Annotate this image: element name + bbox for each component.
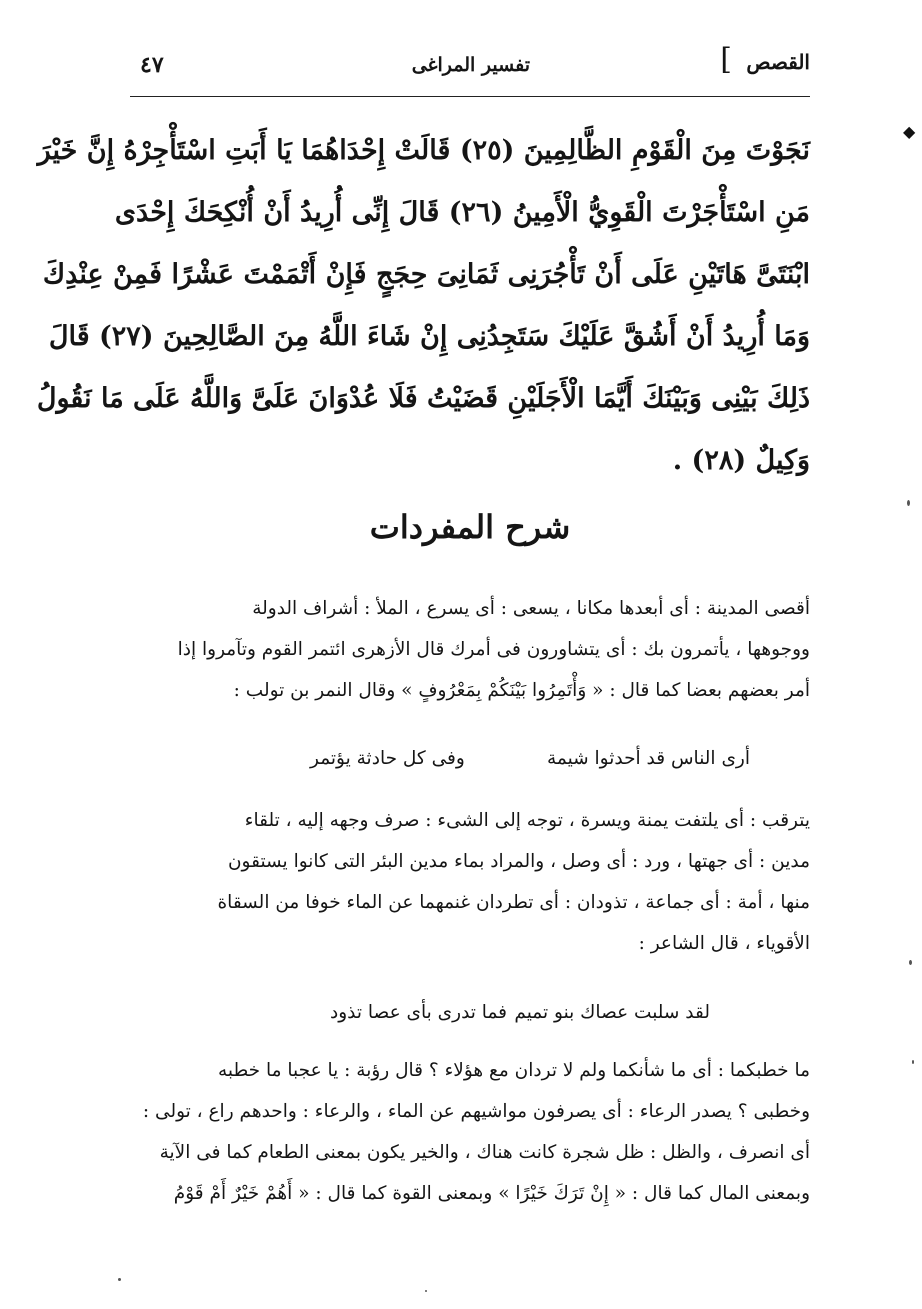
commentary-line: وخطبى ؟ يصدر الرعاء : أى يصرفون مواشيهم عن الماء ، والرعاء : واحدهم راع ، تولى : [142,1101,810,1122]
scan-speck [425,1290,427,1292]
couplet-second-hemistich: فما تدرى بأى عصا تذود [330,1002,507,1023]
header-bracket: ] [720,42,732,77]
commentary-paragraph-2 [130,800,810,964]
scan-speck [912,1060,914,1064]
book-title: تفسير المراغى [411,54,530,76]
scan-speck [907,500,910,506]
verse-line: نَجَوْتَ مِنَ الْقَوْمِ الظَّالِمِينَ (٢٥) قَالَتْ إِحْدَاهُمَا يَا أَبَتِ اسْتَأْجِرْهُ إِنَّ خَيْرَ [37,135,810,166]
margin-mark-icon: ◆ [903,122,916,141]
verse-line: وَكِيلٌ (٢٨) . [672,445,810,476]
verse-line: ذَلِكَ بَيْنِى وَبَيْنَكَ أَيَّمَا الْأَجَلَيْنِ قَضَيْتُ فَلَا عُدْوَانَ عَلَىَّ وَاللَّهُ عَلَى مَا نَقُولُ [36,383,810,414]
commentary-line: ووجوهها ، يأتمرون بك : أى يتشاورون فى أمرك قال الأزهرى ائتمر القوم وتآمروا إذا [177,639,810,660]
commentary-line: أى انصرف ، والظل : ظل شجرة كانت هناك ، والخير يكون بمعنى الطعام كما فى الآية [159,1142,810,1163]
commentary-paragraph-3 [130,1050,810,1214]
commentary-line: الأقوياء ، قال الشاعر : [638,933,810,954]
commentary-line: منها ، أمة : أى جماعة ، تذودان : أى تطردان غنمهما عن الماء خوفا من السقاة [217,892,810,913]
commentary-line: يترقب : أى يلتفت يمنة ويسرة ، توجه إلى الشىء : صرف وجهه إليه ، تلقاء [244,810,810,831]
scan-speck [118,1278,121,1281]
commentary-paragraph-1 [130,588,810,711]
commentary-line: ما خطبكما : أى ما شأنكما ولم لا تردان مع هؤلاء ؟ قال رؤبة : يا عجبا ما خطبه [218,1060,810,1081]
commentary-line: أقصى المدينة : أى أبعدها مكانا ، يسعى : أى يسرع ، الملأ : أشراف الدولة [252,598,810,619]
section-title: شرح المفردات [369,508,571,546]
scan-speck [909,960,912,965]
chapter-name: القصص [746,50,810,74]
commentary-line: وبمعنى المال كما قال : « إِنْ تَرَكَ خَيْرًا » وبمعنى القوة كما قال : « أَهُمْ خَيْرٌ أَمْ قَوْمُ [173,1183,810,1204]
quran-verses [36,120,810,492]
verse-line: ابْنَتَىَّ هَاتَيْنِ عَلَى أَنْ تَأْجُرَنِى ثَمَانِىَ حِجَجٍ فَإِنْ أَتْمَمْتَ عَشْرًا فَمِنْ عِنْدِكَ [42,259,810,290]
commentary-line: مدين : أى جهتها ، ورد : أى وصل ، والمراد بماء مدين البئر التى كانوا يستقون [227,851,810,872]
couplet-second-hemistich: وفى كل حادثة يؤتمر [310,748,465,769]
couplet-first-hemistich: لقد سلبت عصاك بنو تميم [514,1002,710,1023]
poetry-couplet-1 [130,748,810,784]
page-number: ٤٧ [140,52,164,78]
commentary-line: أمر بعضهم بعضا كما قال : « وَأْتَمِرُوا بَيْنَكُمْ بِمَعْرُوفٍ » وقال النمر بن تولب : [233,680,810,701]
header-rule [130,96,810,97]
running-header [130,42,810,92]
couplet-first-hemistich: أرى الناس قد أحدثوا شيمة [546,748,750,769]
verse-line: وَمَا أُرِيدُ أَنْ أَشُقَّ عَلَيْكَ سَتَجِدُنِى إِنْ شَاءَ اللَّهُ مِنَ الصَّالِحِينَ (٢٧) قَالَ [48,321,810,352]
verse-line: مَنِ اسْتَأْجَرْتَ الْقَوِيُّ الْأَمِينُ (٢٦) قَالَ إِنِّى أُرِيدُ أَنْ أُنْكِحَكَ إِحْدَى [114,197,810,228]
poetry-couplet-2 [130,1002,810,1038]
